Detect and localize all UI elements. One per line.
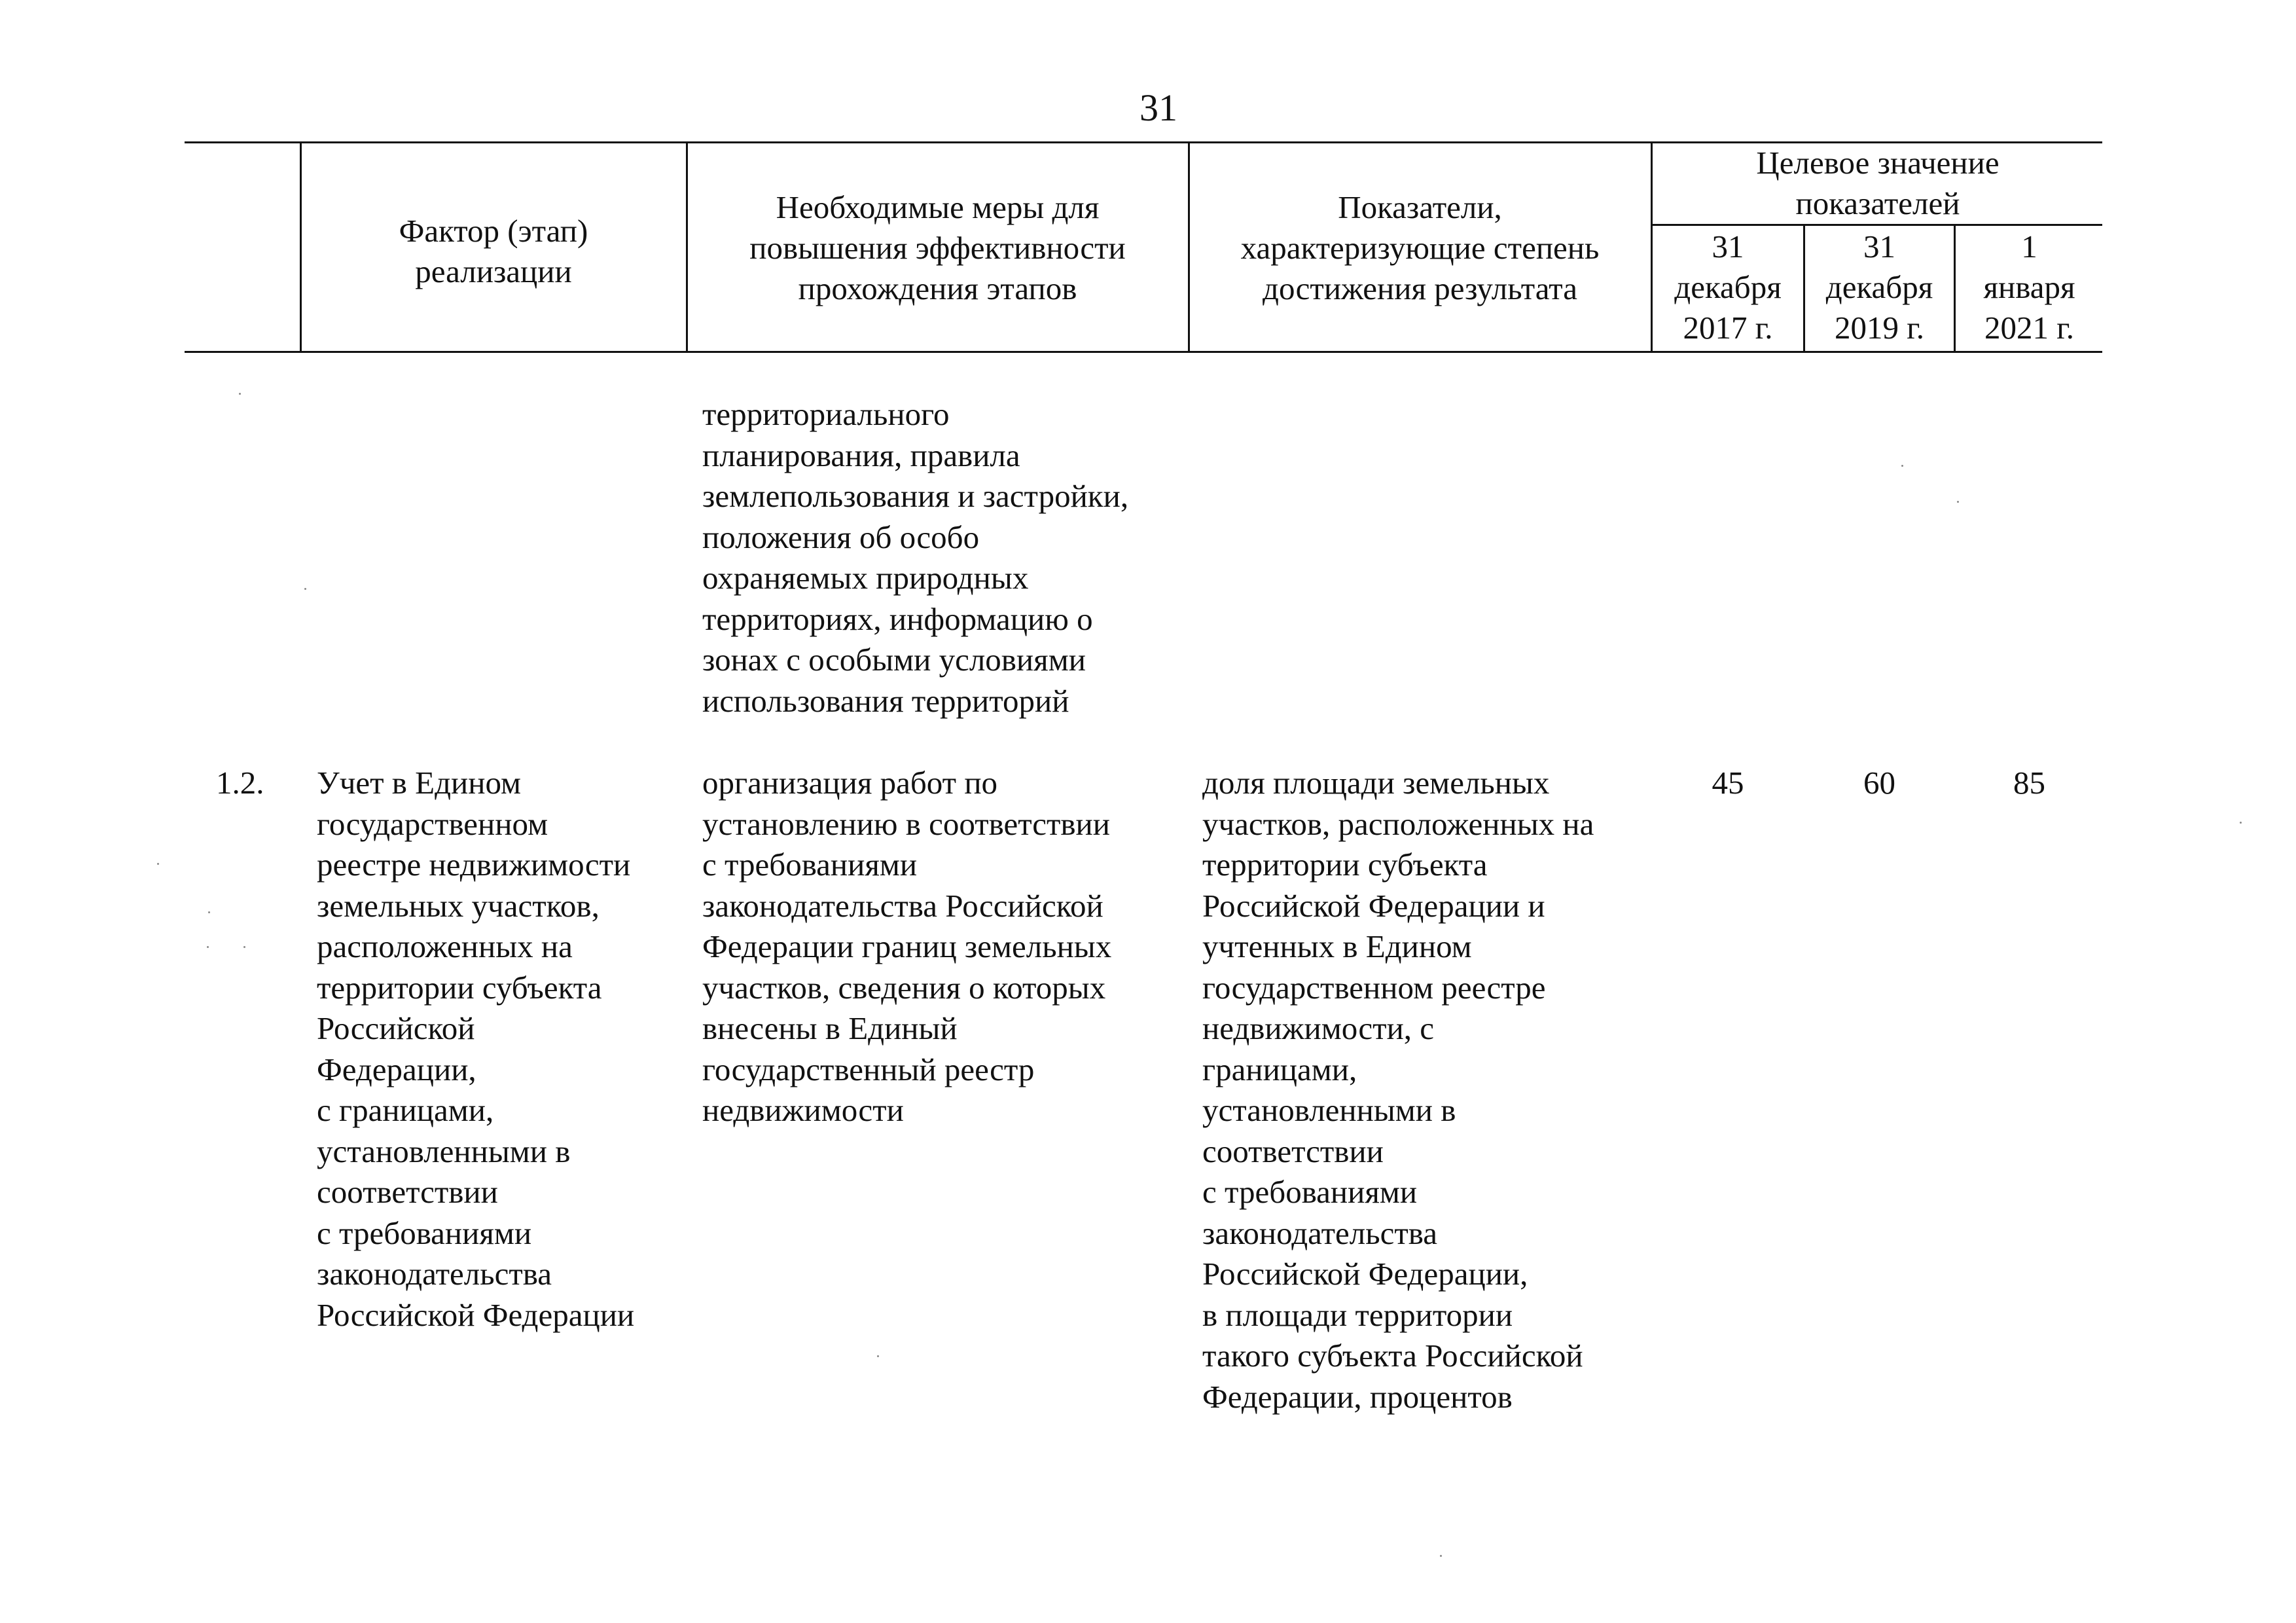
- row-value-2021: 85: [2013, 765, 2045, 801]
- row-number: 1.2.: [216, 765, 264, 801]
- row-indicators: доля площади земельных участков, расположенных на территории субъекта Российской Федерации и учтенных в Едином государственном реестре недвижимости, с границами, установленными в соответствии с требованиями законодательства Российской Федерации, в площади территории такого субъекта Российской Федерации, процентов: [1202, 765, 1594, 1415]
- header-target: Целевое значение показателей: [1756, 145, 2000, 221]
- header-date-2021: 1 января 2021 г.: [1983, 228, 2075, 346]
- continuation-measures: территориального планирования, правила землепользования и застройки, положения об особо охраняемых природных территориях, информацию о зонах с особыми условиями использования территорий: [702, 396, 1129, 719]
- scan-speck: [243, 946, 245, 948]
- row-value-2019: 60: [1863, 765, 1895, 801]
- header-measures: Необходимые меры для повышения эффективности прохождения этапов: [749, 189, 1126, 306]
- scan-speck: [157, 863, 159, 865]
- row-value-2017: 45: [1712, 765, 1744, 801]
- target-subheader-rule: [1651, 224, 2102, 226]
- header-indicators: Показатели, характеризующие степень достижения результата: [1240, 189, 1600, 306]
- scan-speck: [208, 911, 210, 913]
- scan-speck: [239, 393, 241, 395]
- scan-speck: [1901, 465, 1903, 467]
- scan-speck: [207, 946, 209, 948]
- col-divider-6: [1954, 225, 1956, 352]
- col-divider-3: [1188, 143, 1190, 352]
- scan-speck: [2240, 822, 2242, 824]
- scan-speck: [1957, 501, 1959, 503]
- header-date-2019: 31 декабря 2019 г.: [1825, 228, 1933, 346]
- table-header-bottom-rule: [185, 351, 2102, 353]
- page-number: 31: [1139, 86, 1177, 129]
- col-divider-5: [1803, 225, 1805, 352]
- scan-speck: [304, 588, 306, 590]
- header-date-2017: 31 декабря 2017 г.: [1674, 228, 1782, 346]
- scan-speck: [1440, 1555, 1442, 1557]
- scan-speck: [877, 1355, 879, 1357]
- col-divider-2: [686, 143, 688, 352]
- col-divider-1: [300, 143, 302, 352]
- row-measures: организация работ по установлению в соответствии с требованиями законодательства Российской Федерации границ земельных участков, сведения о которых внесены в Единый государственный реестр недвижимости: [702, 765, 1112, 1128]
- row-factor: Учет в Едином государственном реестре недвижимости земельных участков, расположенных на территории субъекта Российской Федерации, с границами, установленными в соответствии с требованиями законодательства Российской Федерации: [317, 765, 635, 1333]
- header-factor: Фактор (этап) реализации: [399, 213, 588, 289]
- col-divider-4: [1651, 143, 1653, 352]
